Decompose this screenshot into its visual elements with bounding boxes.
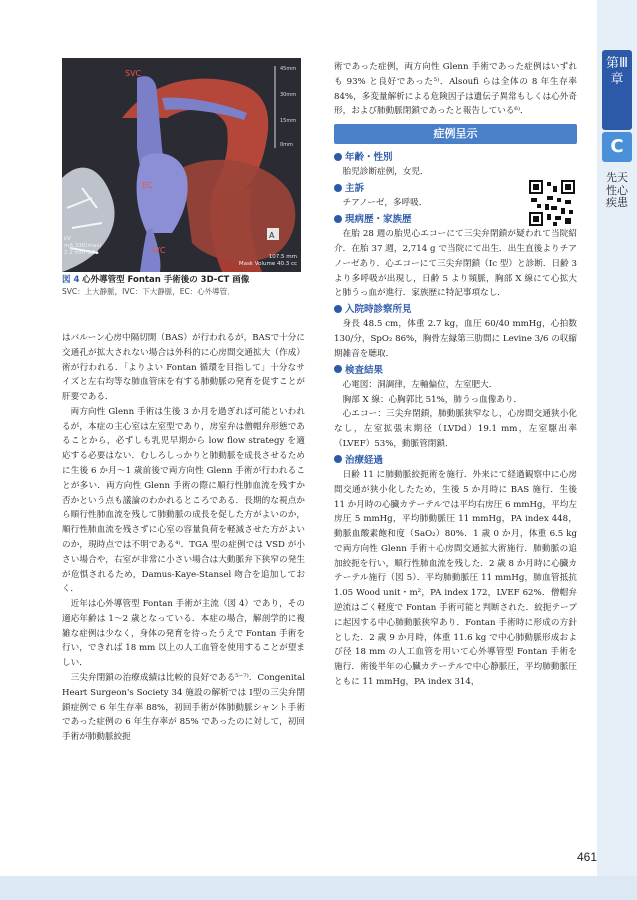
right-column bbox=[334, 60, 577, 690]
heading-treatment bbox=[334, 453, 577, 468]
figure-title: 心外導管型 Fontan 手術後の 3D-CT 画像 bbox=[82, 275, 250, 285]
overlay-line: 2.2 mm 3.5s bbox=[64, 250, 99, 257]
svg-text:45mm: 45mm bbox=[280, 66, 297, 72]
ct-overlay-right bbox=[239, 254, 297, 268]
overlay-line: kV bbox=[64, 236, 71, 242]
bullet-icon bbox=[334, 153, 342, 161]
paragraph: 在胎 28 週の胎児心エコーにて三尖弁閉鎖が疑われて当院紹介．在胎 37 週，2,714 g で当院にて出生．出生直後よりチアノーゼあり．心エコーにて三尖弁閉鎖（Ⅰc 型）と診断．日齢 3 より多呼吸が出現し，日齢 5 より頻脈，胸部 X 線にて心拡大と肺うっ血が進行．家族歴に特記事項なし． bbox=[334, 229, 577, 299]
bullet-icon bbox=[334, 305, 342, 313]
figure-legend: SVC：上大静脈，IVC：下大静脈，EC：心外導管． bbox=[62, 286, 235, 296]
label-ec: EC bbox=[142, 181, 153, 190]
chapter-sidebar bbox=[597, 0, 637, 900]
paragraph: 身長 48.5 cm，体重 2.7 kg，血圧 60/40 mmHg，心拍数 130/分，SpO₂ 86%，胸骨左縁第三肋間に Levine 3/6 の収縮期雑音を聴取． bbox=[334, 319, 577, 359]
section-tab: C bbox=[602, 132, 632, 162]
heading-test-results bbox=[334, 363, 577, 378]
paragraph: 三尖弁閉鎖の治療成績は比較的良好である⁵⁻⁷⁾．Congenital Heart Surgeon's Society 34 施設の解析では Ⅰ型の三尖弁閉鎖症例で 6 年生存率 88%，初回手術が体肺動脈シャント手術であった症例の 6 年生存率が 85% であったのに対して，初回手術が肺動脈絞扼 bbox=[62, 672, 305, 743]
bullet-icon bbox=[334, 184, 342, 192]
overlay-line: mA 330(max) bbox=[64, 243, 102, 250]
figure-number: 図 4 bbox=[62, 275, 80, 285]
footer-band bbox=[0, 876, 637, 900]
left-column bbox=[62, 331, 305, 745]
svg-text:30mm: 30mm bbox=[280, 92, 297, 98]
paragraph: 胸部 X 線：心胸郭比 51%，肺うっ血像あり． bbox=[342, 394, 523, 405]
paragraph: 術であった症例，両方向性 Glenn 手術であった症例はいずれも 93% と良好であった⁵⁾．Alsoufi らは全体の 8 年生存率 84%，多変量解析による危険因子は遺伝子異常もしくは心外奇形，および肺動脈閉鎖であったと報告している⁶⁾． bbox=[334, 62, 577, 117]
figure-caption bbox=[62, 275, 307, 297]
paragraph: 近年は心外導管型 Fontan 手術が主流（図 4）であり，その適応年齢は 1～2 歳となっている．本症の場合，解剖学的に複雑な症例は少なく，身体の発育を待ったうえで Fontan 手術を行い，できれば 18 mm 以上の人工血管を使用することが望ましい． bbox=[62, 599, 305, 669]
heading-text: 入院時診察所見 bbox=[345, 304, 412, 316]
heading-text: 主訴 bbox=[345, 183, 365, 195]
label-ivc: IVC bbox=[152, 246, 166, 255]
bullet-icon bbox=[334, 365, 342, 373]
section-title: 先天性心疾患 bbox=[606, 171, 628, 210]
figure-3d-ct-image bbox=[62, 58, 301, 272]
heading-admission-exam bbox=[334, 302, 577, 317]
paragraph: 両方向性 Glenn 手術は生後 3 か月を過ぎれば可能といわれるが，本症の主心室は左室型であり，房室弁は僧帽弁形態であることから，必ずしも乳児早期から low flow strategy を適応する必要はない．むしろしっかりと肺動脈を成長させるために生後 6 か月～1 歳前後で両方向性 Glenn 手術が行われることが多い．両方向性 Glenn 手術の際に順行性肺血流を残すか否かという点も議論のわかれるところである．長期的な視点から順行性肺血流を残して肺動脈の成長を促した方がよいのか，順行性肺血流を残さずに心室の容量負荷を軽減させた方がよいのか，現時点では不明である⁴⁾．TGA 型の症例では VSD が小さい場合や，右室が非常に小さい場合は大動脈弁下狭窄の発生が危惧されるため，Damus-Kaye-Stansel 吻合を追加しておく． bbox=[62, 406, 305, 595]
qr-code bbox=[527, 178, 577, 228]
heading-text: 治療経過 bbox=[345, 454, 384, 466]
paragraph: 日齢 11 に肺動脈絞扼術を施行．外来にて経過観察中に心房間交通が狭小化したため，生後 5 か月時に BAS 施行．生後 11 か月時の心臓カテーテルでは平均右房圧 6 mmHg，平均左房圧 5 mmHg，平均肺動脈圧 11 mmHg，PA index 448，動脈血酸素飽和度（SaO₂）80%．1 歳 0 か月，体重 6.5 kg で両方向性 Glenn 手術＋心房間交通拡大術施行．肺動脈の追加絞扼を行い，順行性肺血流を残した．2 歳 8 か月時に心臓カテーテル施行（図 5）．平均肺動脈圧 11 mmHg，肺血管抵抗 1.05 Wood unit・m²，PA index 172，LVEF 62%．僧帽弁逆流はごく軽度で Fontan 手術可能と判断された．絞扼テープに起因する中心肺動脈狭窄あり．Fontan 手術時に形成の方針とした．2 歳 9 か月時，体重 11.6 kg で中心肺動脈形成および径 18 mm の人工血管を用いて心外導管型 Fontan 手術を施行．術後半年の心臓カテーテルで中心静脈圧，平均肺動脈圧ともに 11 mmHg，PA index 314， bbox=[334, 469, 577, 687]
paragraph: 心エコー：三尖弁閉鎖，肺動脈狭窄なし，心房間交通狭小化なし，左室拡張末期径（LVDd）19.1 mm，左室駆出率（LVEF）53%，動脈管閉鎖． bbox=[334, 409, 577, 449]
svg-text:15mm: 15mm bbox=[280, 118, 297, 124]
heading-text: 現病歴・家族歴 bbox=[345, 214, 412, 226]
heading-age-sex bbox=[334, 150, 577, 165]
overlay-line: Mask Volume 40.3 cc bbox=[238, 261, 297, 268]
bullet-icon bbox=[334, 215, 342, 223]
paragraph: チアノーゼ，多呼吸． bbox=[342, 198, 428, 209]
paragraph: 胎児診断症例，女児． bbox=[342, 167, 429, 178]
ct-overlay-left bbox=[64, 236, 102, 257]
svg-text:0mm: 0mm bbox=[280, 142, 293, 148]
page-number: 461 bbox=[576, 850, 597, 864]
overlay-line: 107.5 mm bbox=[268, 254, 297, 260]
bullet-icon bbox=[334, 455, 342, 463]
case-section-header: 症例呈示 bbox=[334, 124, 577, 144]
chapter-tab: 第Ⅲ章 bbox=[602, 50, 632, 130]
qr-code-icon bbox=[527, 178, 577, 228]
label-svc: SVC bbox=[125, 69, 142, 78]
heading-text: 年齢・性別 bbox=[345, 152, 393, 164]
paragraph: はバルーン心房中隔切開（BAS）が行われるが，BASで十分に交通孔が拡大されない場合は外科的に心房間交通拡大（作成）術が行われる．「よりよい Fontan 循環を目指して」十分なサイズと左右均等な肺血管床を有する肺動脈の発育を促すことが肝要である． bbox=[62, 333, 305, 403]
svg-text:A: A bbox=[269, 231, 275, 240]
paragraph: 心電図：洞調律，左軸偏位，左室肥大． bbox=[342, 379, 498, 390]
heading-text: 検査結果 bbox=[345, 364, 384, 376]
